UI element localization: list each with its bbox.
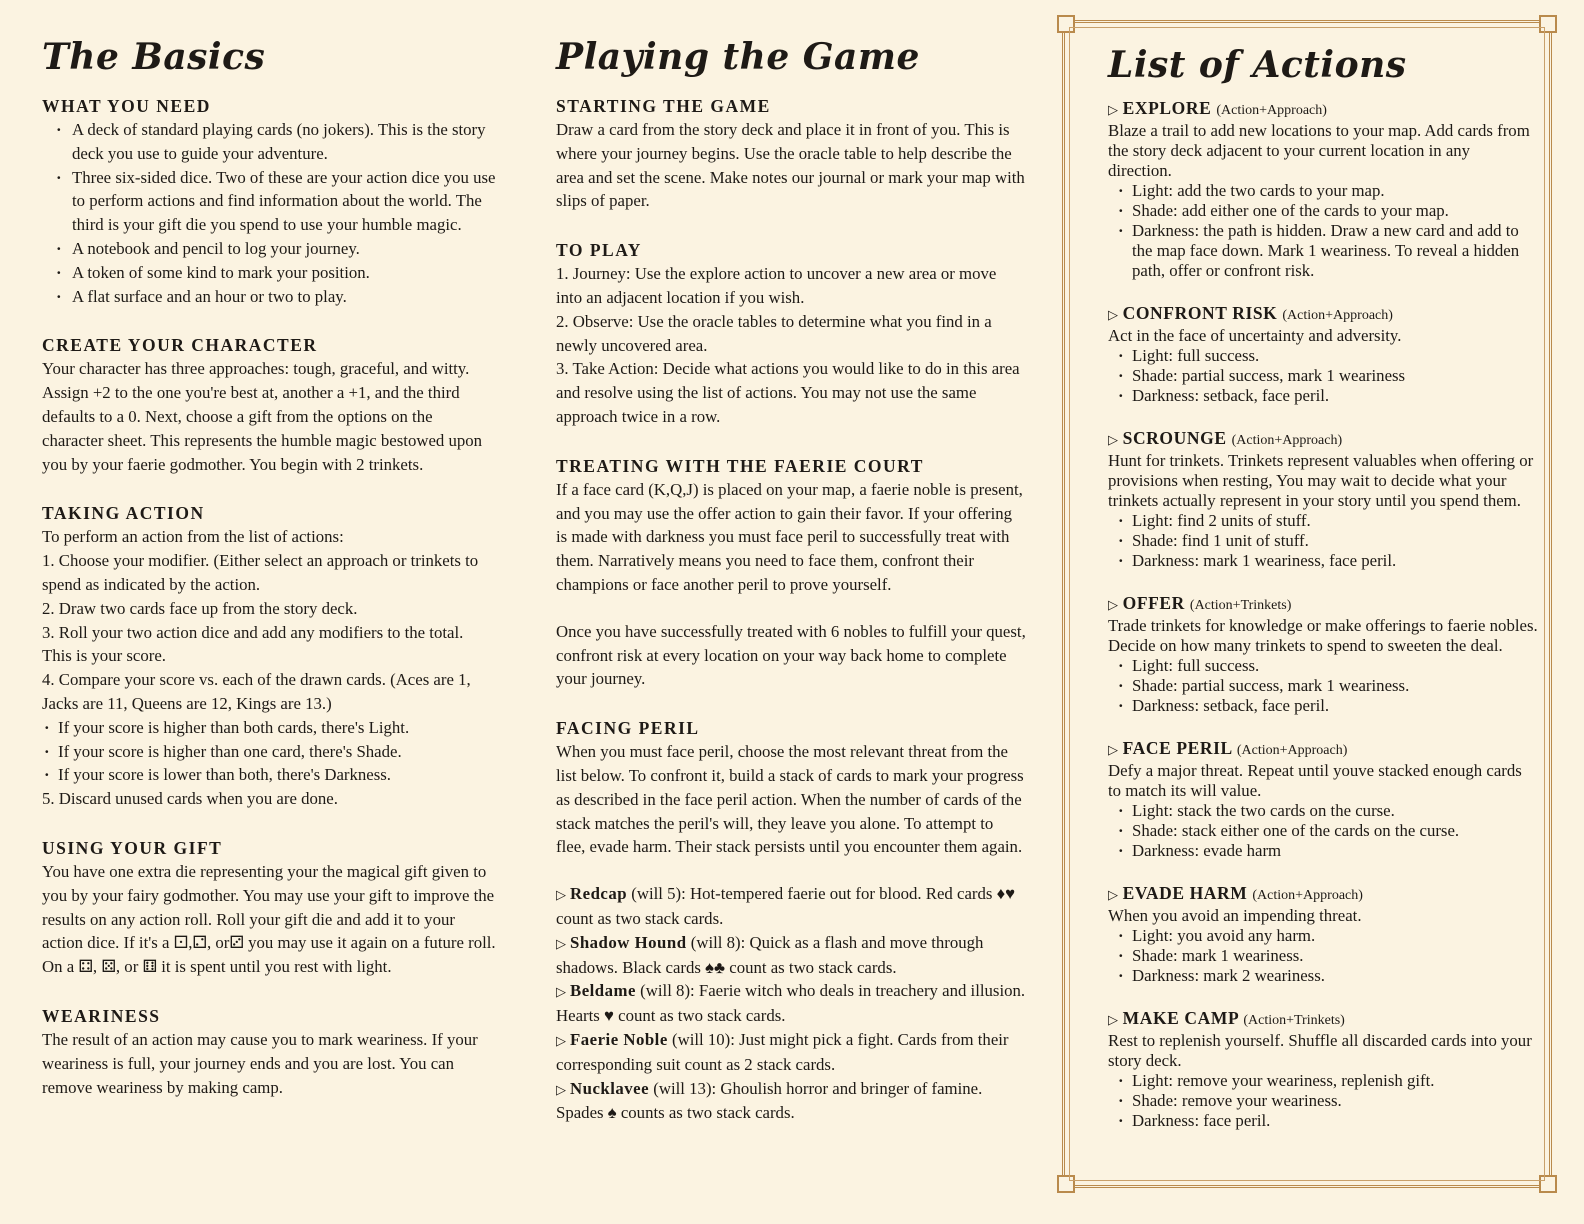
action-explore: [1108, 98, 1538, 281]
section-heading: TREATING WITH THE FAERIE COURT: [556, 455, 924, 476]
action-heading: ▷ FACE PERIL (Action+Approach): [1108, 738, 1348, 758]
list-item: · Three six-sided dice. Two of these are your action dice you use to perform actions and find information about the world. The third is your gift die you spend to use your humble magic.: [72, 166, 497, 237]
action-face-peril: [1108, 738, 1538, 861]
triangle-right-icon: ▷: [556, 887, 566, 903]
action-text: Trade trinkets for knowledge or make offerings to faerie nobles. Decide on how many trinkets to spend to sweeten the deal.: [1108, 616, 1538, 655]
section-text: Once you have successfully treated with 6 nobles to fulfill your quest, confront risk at every location on your way back home to complete your journey.: [556, 621, 1026, 689]
action-result: · Shade: remove your weariness.: [1132, 1091, 1538, 1111]
section-taking-action: [42, 501, 497, 811]
section-text: The result of an action may cause you to mark weariness. If your weariness is full, your journey ends and you are lost. You can remove weariness by making camp.: [42, 1029, 478, 1097]
section-to-play: [556, 238, 1026, 429]
list-item: · If your score is higher than both cards, there's Light.: [58, 716, 497, 740]
frame-corner: [1539, 1175, 1557, 1193]
triangle-right-icon: ▷: [1108, 432, 1119, 447]
basics-title: The Basics: [42, 36, 266, 78]
action-result: · Darkness: evade harm: [1132, 841, 1538, 861]
section-heading: USING YOUR GIFT: [42, 837, 223, 858]
list-item: · A notebook and pencil to log your journey.: [72, 237, 497, 261]
triangle-right-icon: ▷: [1108, 102, 1119, 117]
section-line: 2. Draw two cards face up from the story deck.: [42, 598, 358, 618]
section-heading: FACING PERIL: [556, 718, 700, 739]
playing-title: Playing the Game: [556, 36, 920, 78]
section-weariness: [42, 1004, 497, 1099]
threat-redcap: ▷ Redcap (will 5): Hot-tempered faerie out for blood. Red cards ♦♥ count as two stack cards.: [556, 884, 1016, 928]
action-result: · Darkness: setback, face peril.: [1132, 696, 1538, 716]
triangle-right-icon: ▷: [1108, 597, 1119, 612]
action-result: · Shade: find 1 unit of stuff.: [1132, 531, 1538, 551]
action-confront-risk: [1108, 303, 1538, 406]
threat-beldame: ▷ Beldame (will 8): Faerie witch who deals in treachery and illusion. Hearts ♥ count as two stack cards.: [556, 981, 1026, 1026]
section-faerie-court: [556, 454, 1026, 691]
action-result: · Shade: stack either one of the cards on the curse.: [1132, 821, 1538, 841]
action-text: Defy a major threat. Repeat until youve stacked enough cards to match its will value.: [1108, 761, 1522, 800]
section-heading: STARTING THE GAME: [556, 96, 771, 116]
section-line: 4. Compare your score vs. each of the drawn cards. (Aces are 1, Jacks are 11, Queens are 12, Kings are 13.): [42, 670, 471, 713]
column-basics: [42, 28, 497, 1124]
action-text: Hunt for trinkets. Trinkets represent valuables when offering or provisions when resting, You may wait to decide what your trinkets actually represent in your story until you spend them.: [1108, 451, 1534, 510]
triangle-right-icon: ▷: [556, 1081, 566, 1097]
action-result: · Light: full success.: [1132, 656, 1538, 676]
section-line: 1. Journey: Use the explore action to uncover a new area or move into an adjacent location if you wish.: [556, 264, 997, 307]
triangle-right-icon: ▷: [556, 984, 566, 1000]
action-heading: ▷ OFFER (Action+Trinkets): [1108, 593, 1292, 613]
action-text: When you avoid an impending threat.: [1108, 906, 1362, 925]
column-actions: [1108, 36, 1538, 1153]
action-evade-harm: [1108, 883, 1538, 986]
action-scrounge: [1108, 428, 1538, 571]
threat-nucklavee: ▷ Nucklavee (will 13): Ghoulish horror and bringer of famine. Spades ♠ counts as two stack cards.: [556, 1078, 983, 1123]
action-heading: ▷ SCROUNGE (Action+Approach): [1108, 428, 1343, 448]
section-line: 2. Observe: Use the oracle tables to determine what you find in a newly uncovered area.: [556, 311, 992, 355]
frame-corner: [1057, 15, 1075, 33]
action-make-camp: [1108, 1008, 1538, 1131]
triangle-right-icon: ▷: [1108, 307, 1119, 322]
section-what-you-need: [42, 94, 497, 308]
section-line: To perform an action from the list of actions:: [42, 527, 344, 547]
action-heading: ▷ EXPLORE (Action+Approach): [1108, 98, 1327, 118]
frame-corner: [1057, 1175, 1075, 1193]
list-item: · If your score is lower than both, there's Darkness.: [58, 763, 497, 787]
action-result: · Light: add the two cards to your map.: [1132, 181, 1538, 201]
triangle-right-icon: ▷: [1108, 887, 1119, 902]
section-starting: [556, 94, 1026, 213]
action-heading: ▷ EVADE HARM (Action+Approach): [1108, 883, 1363, 903]
list-item: · A token of some kind to mark your position.: [72, 261, 497, 285]
section-text: When you must face peril, choose the most relevant threat from the list below. To confront it, build a stack of cards to mark your progress as described in the face peril action. When the number of cards of the stack matches the peril's will, they leave you alone. To attempt to flee, evade harm. Their stack persists until you encounter them again.: [556, 742, 1024, 857]
action-result: · Light: stack the two cards on the curse.: [1132, 801, 1538, 821]
section-text: Your character has three approaches: tough, graceful, and witty. Assign +2 to the one you're best at, another a +1, and the third defaults to a 0. Next, choose a gift from the options on the character sheet. This represents the humble magic bestowed upon you by your faerie godmother. You begin with 2 trinkets.: [42, 359, 483, 474]
section-create-character: [42, 333, 497, 476]
action-text: Act in the face of uncertainty and adversity.: [1108, 326, 1402, 345]
section-line: 3. Roll your two action dice and add any modifiers to the total. This is your score.: [42, 622, 464, 666]
action-result: · Light: you avoid any harm.: [1132, 926, 1538, 946]
section-line: 3. Take Action: Decide what actions you would like to do in this area and resolve using the list of actions. You may not use the same approach twice in a row.: [556, 359, 1020, 426]
list-item: · A flat surface and an hour or two to play.: [72, 285, 497, 309]
action-heading: ▷ MAKE CAMP (Action+Trinkets): [1108, 1008, 1345, 1028]
frame-corner: [1539, 15, 1557, 33]
section-line: 1. Choose your modifier. (Either select an approach or trinkets to spend as indicated by the action.: [42, 551, 479, 594]
section-line: 5. Discard unused cards when you are done.: [42, 789, 338, 809]
triangle-right-icon: ▷: [1108, 1012, 1119, 1027]
action-result: · Shade: partial success, mark 1 weariness.: [1132, 676, 1538, 696]
triangle-right-icon: ▷: [556, 935, 566, 951]
section-heading: WEARINESS: [42, 1005, 161, 1026]
action-offer: [1108, 593, 1538, 716]
threat-faerie-noble: ▷ Faerie Noble (will 10): Just might pick a fight. Cards from their corresponding suit count as 2 stack cards.: [556, 1029, 1009, 1074]
actions-title: List of Actions: [1108, 44, 1407, 86]
action-result: · Shade: partial success, mark 1 weariness: [1132, 366, 1538, 386]
section-heading: WHAT YOU NEED: [42, 96, 211, 116]
triangle-right-icon: ▷: [1108, 742, 1119, 757]
action-text: Blaze a trail to add new locations to your map. Add cards from the story deck adjacent to your current location in any direction.: [1108, 121, 1530, 180]
section-using-gift: [42, 836, 497, 979]
action-text: Rest to replenish yourself. Shuffle all discarded cards into your story deck.: [1108, 1031, 1532, 1070]
action-result: · Light: remove your weariness, replenish gift.: [1132, 1071, 1538, 1091]
action-result: · Light: full success.: [1132, 346, 1538, 366]
section-text: Draw a card from the story deck and place it in front of you. This is where your journey begins. Use the oracle table to help describe the area and set the scene. Make notes our journal or mark your map with slips of paper.: [556, 120, 1025, 211]
section-text: You have one extra die representing your the magical gift given to you by your fairy godmother. You may use your gift to improve the results on any action roll. Roll your gift die and add it to your action dice. If it's a ⚀,⚁, or⚂ you may use it again on a future roll. On a ⚃, ⚄, or ⚅ it is spent until you rest with light.: [42, 861, 496, 977]
action-result: · Shade: add either one of the cards to your map.: [1132, 201, 1538, 221]
column-playing: [556, 28, 1026, 1150]
action-heading: ▷ CONFRONT RISK (Action+Approach): [1108, 303, 1393, 323]
list-item: · If your score is higher than one card, there's Shade.: [58, 740, 497, 764]
section-facing-peril: [556, 716, 1026, 1125]
action-result: · Light: find 2 units of stuff.: [1132, 511, 1538, 531]
triangle-right-icon: ▷: [556, 1032, 566, 1048]
action-result: · Darkness: mark 1 weariness, face peril.: [1132, 551, 1538, 571]
list-item: · A deck of standard playing cards (no jokers). This is the story deck you use to guide your adventure.: [72, 118, 497, 166]
action-result: · Darkness: mark 2 weariness.: [1132, 966, 1538, 986]
section-heading: TAKING ACTION: [42, 503, 205, 524]
action-result: · Darkness: face peril.: [1132, 1111, 1538, 1131]
action-result: · Shade: mark 1 weariness.: [1132, 946, 1538, 966]
section-text: If a face card (K,Q,J) is placed on your map, a faerie noble is present, and you may use the offer action to gain their favor. If your offering is made with darkness you must face peril to successfully treat with them. Narratively means you need to face them, confront their champions or face another peril to prove yourself.: [556, 479, 1023, 594]
threat-shadow-hound: ▷ Shadow Hound (will 8): Quick as a flash and move through shadows. Black cards ♠♣ count as two stack cards.: [556, 932, 984, 977]
section-heading: TO PLAY: [556, 240, 642, 261]
action-result: · Darkness: setback, face peril.: [1132, 386, 1538, 406]
section-heading: CREATE YOUR CHARACTER: [42, 335, 318, 356]
action-result: · Darkness: the path is hidden. Draw a new card and add to the map face down. Mark 1 weariness. To reveal a hidden path, offer or confront risk.: [1132, 221, 1538, 281]
